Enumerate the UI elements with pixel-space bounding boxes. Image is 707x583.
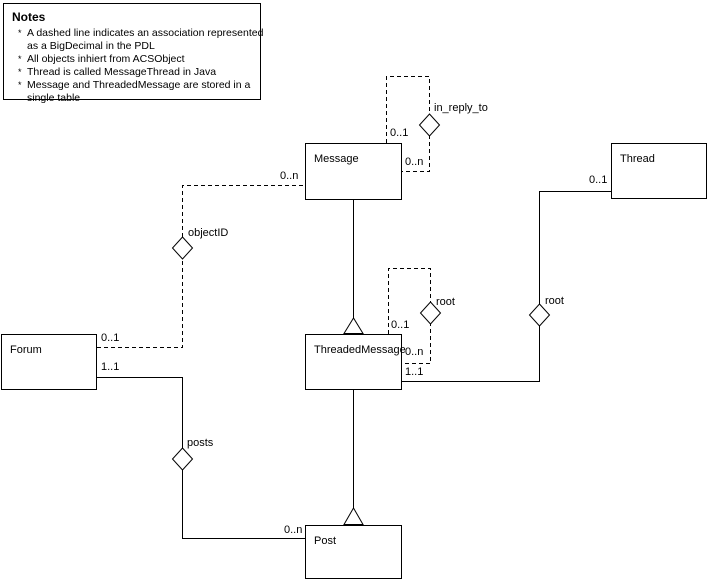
notes-title: Notes [12,10,46,24]
multiplicity-thread-root-thread: 0..1 [589,174,608,186]
association-thread-root-line [402,192,611,382]
entity-thread [611,143,707,199]
diamond-in-reply-to-icon [420,114,440,136]
entity-post [305,525,402,579]
diamond-thread-root-icon [530,304,550,326]
multiplicity-posts-post: 0..n [284,524,303,536]
note-line [18,67,216,78]
note-line [18,54,185,65]
diamond-posts-icon [173,448,193,470]
multiplicity-objectid-message: 0..n [280,170,299,182]
generalization-triangle-icon [344,318,363,334]
diamond-objectid-icon [173,237,193,259]
note-text: A dashed line indicates an association represented [27,27,264,39]
entity-label: Message [314,153,359,165]
entity-label: Post [314,535,337,547]
note-line [18,93,80,104]
note-line [18,28,263,39]
note-line [18,41,155,52]
multiplicity-objectid-forum: 0..1 [101,332,120,344]
association-posts-line [97,378,305,539]
entity-label: Forum [10,344,42,356]
entity-message [305,143,402,200]
generalization-threadedmessage-to-message [344,200,363,334]
generalization-triangle-icon [344,508,363,525]
multiplicity-thread-root-tm: 1..1 [405,366,424,378]
notes-box [3,3,264,104]
note-line [18,80,250,91]
association-label-in-reply-to: in_reply_to [434,102,488,114]
bullet-icon: * [18,54,22,64]
association-label-root-self: root [436,296,455,308]
multiplicity-root-self-target: 0..n [405,346,424,358]
note-text: as a BigDecimal in the PDL [27,40,155,52]
entity-forum [1,334,97,390]
multiplicity-in-reply-to-target: 0..n [405,156,424,168]
association-label-objectid: objectID [188,227,229,239]
bullet-icon: * [18,28,22,38]
note-text: Thread is called MessageThread in Java [27,66,217,78]
note-text: single table [27,92,81,104]
entity-label: Thread [620,153,655,165]
association-label-posts: posts [187,437,214,449]
multiplicity-posts-forum: 1..1 [101,361,120,373]
multiplicity-root-self-source: 0..1 [391,319,410,331]
entity-threaded-message [305,334,406,390]
note-text: All objects inhiert from ACSObject [27,53,185,65]
note-text: Message and ThreadedMessage are stored in a [27,79,251,91]
association-objectid-line [97,186,305,348]
association-label-thread-root: root [545,295,564,307]
bullet-icon: * [18,67,22,77]
bullet-icon: * [18,80,22,90]
generalization-post-to-threadedmessage [344,390,363,525]
multiplicity-in-reply-to-source: 0..1 [390,127,409,139]
entity-label: ThreadedMessage [314,344,406,356]
